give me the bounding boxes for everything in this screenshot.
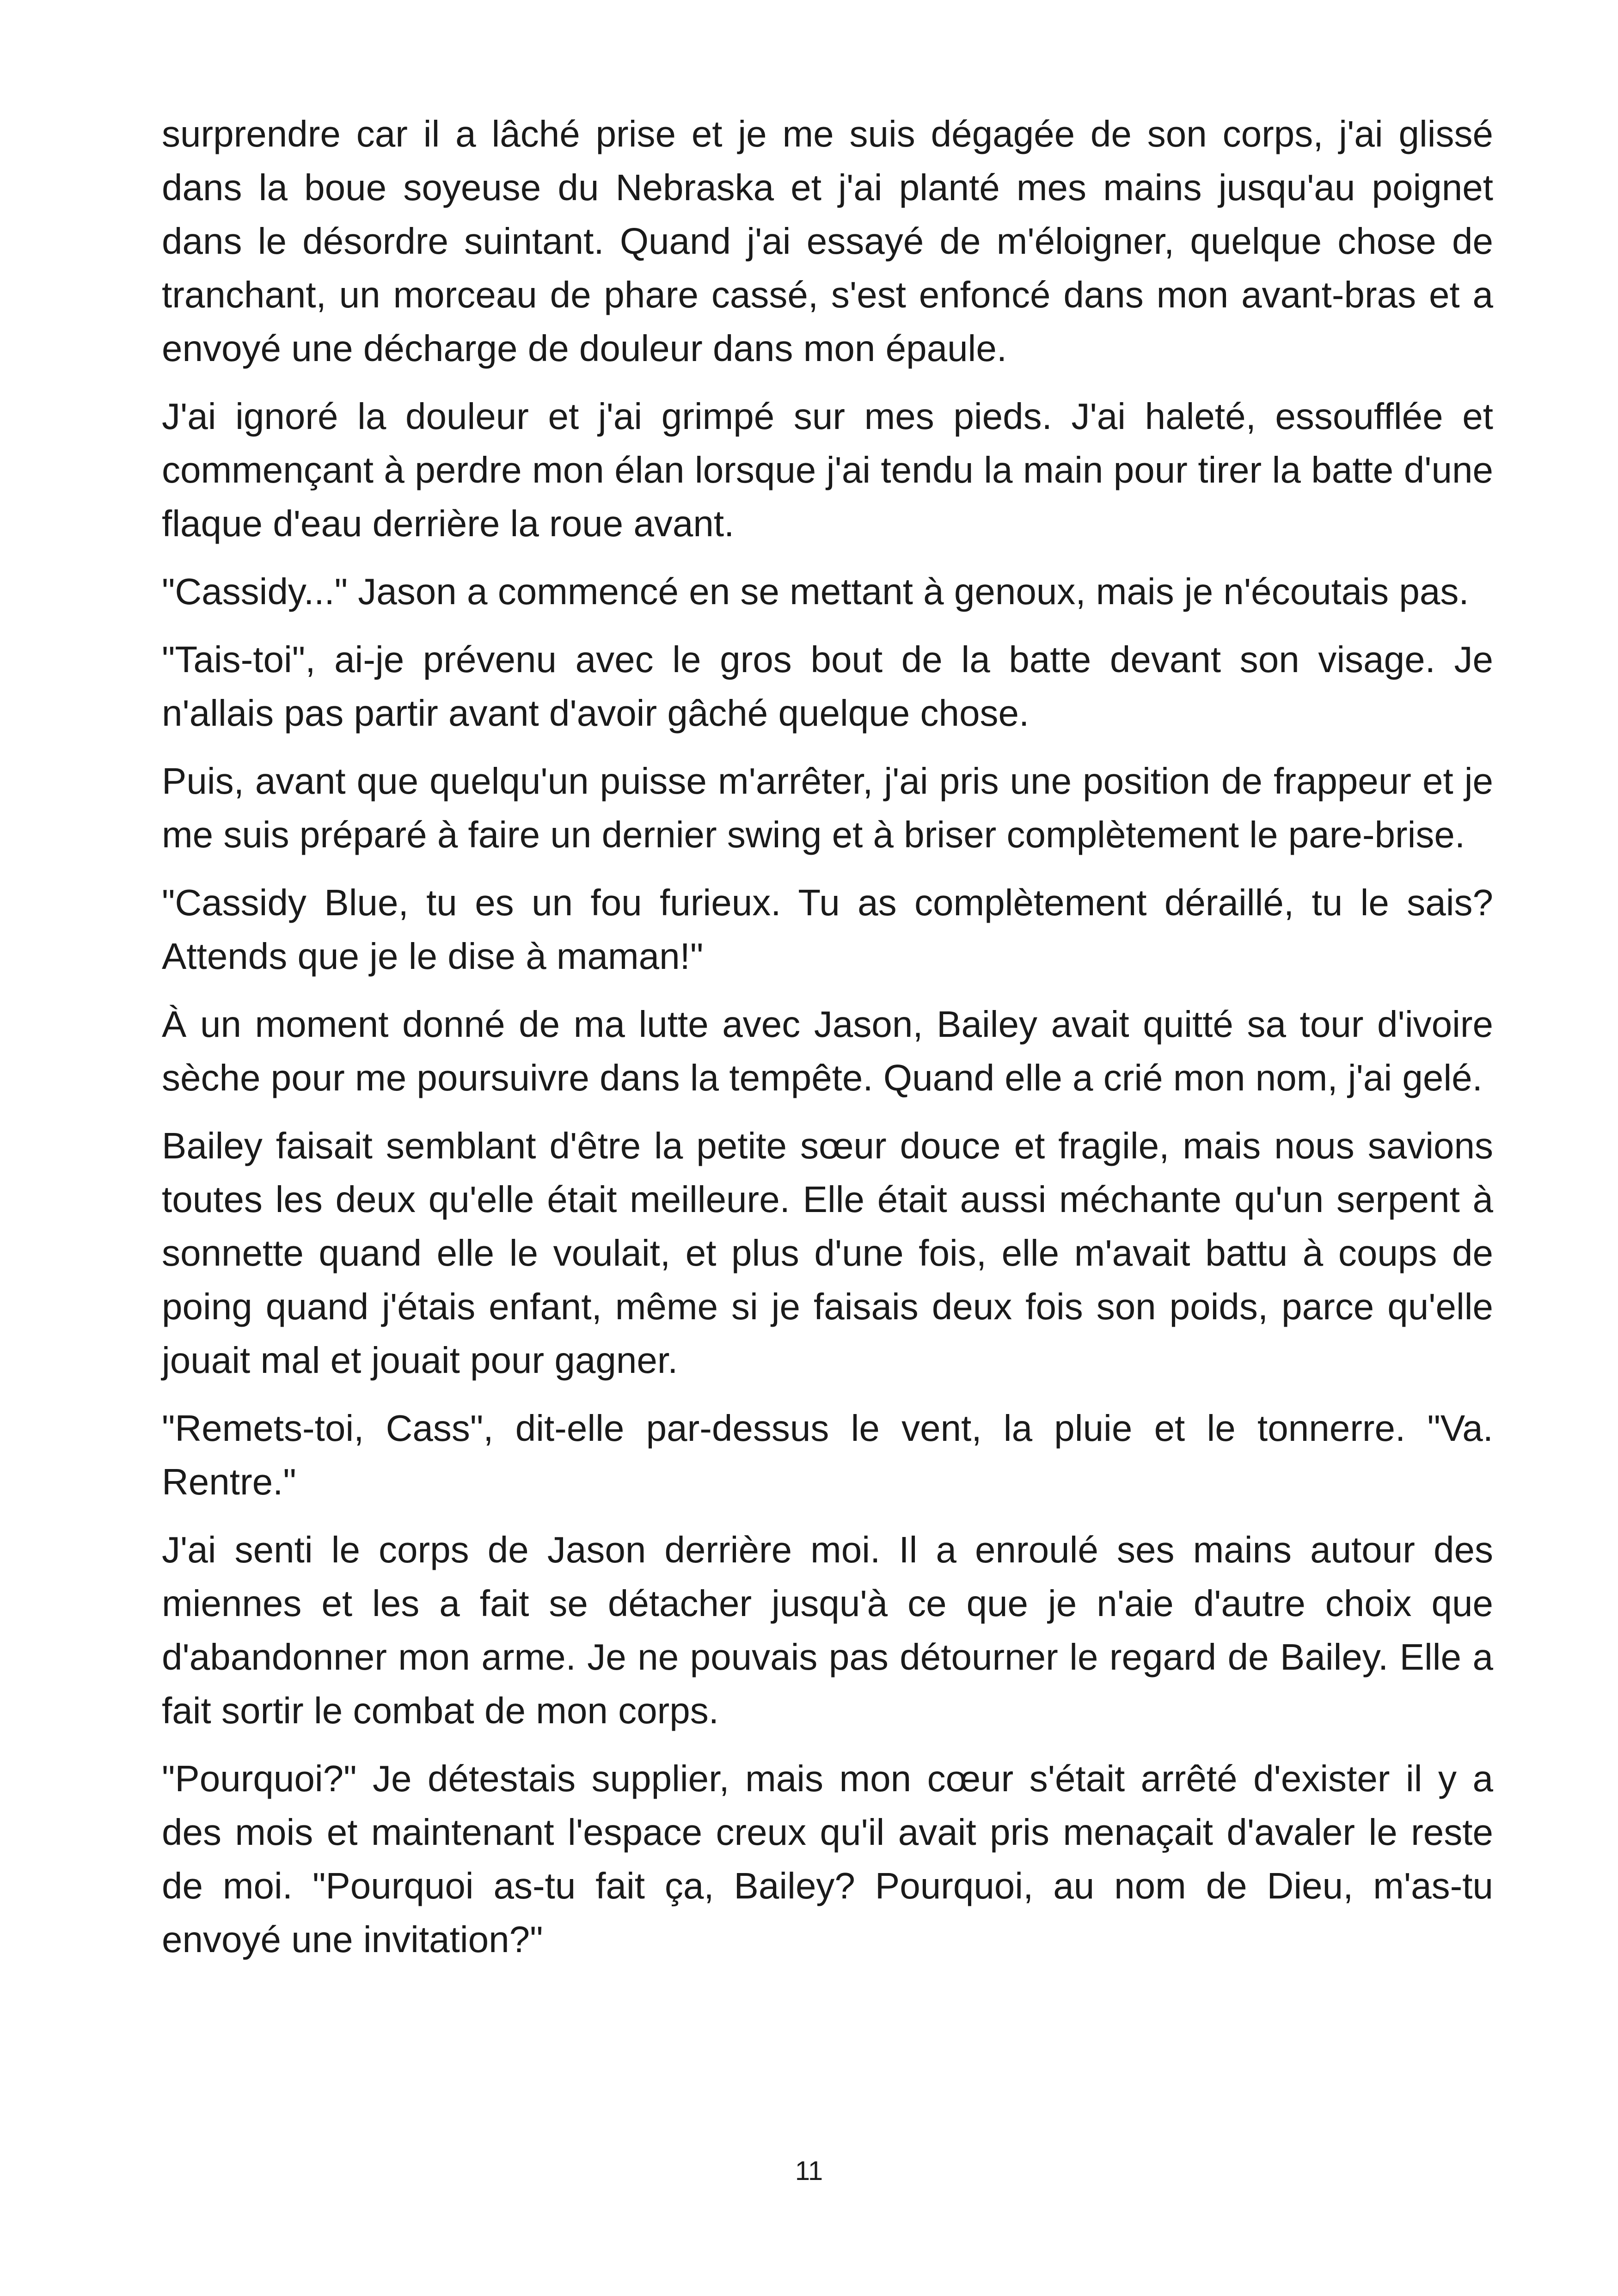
paragraph-6: "Cassidy Blue, tu es un fou furieux. Tu as complètement déraillé, tu le sais? Attends que je le dise à maman!"	[162, 882, 1493, 977]
paragraph-2: J'ai ignoré la douleur et j'ai grimpé sur mes pieds. J'ai haleté, essoufflée et commençant à perdre mon élan lorsque j'ai tendu la main pour tirer la batte d'une flaque d'eau derrière la roue avant.	[162, 396, 1493, 544]
paragraph-5: Puis, avant que quelqu'un puisse m'arrêter, j'ai pris une position de frappeur et je me suis préparé à faire un dernier swing et à briser complètement le pare-brise.	[162, 760, 1493, 855]
page-number: 11	[795, 2156, 823, 2186]
paragraph-8: Bailey faisait semblant d'être la petite sœur douce et fragile, mais nous savions toutes les deux qu'elle était meilleure. Elle était aussi méchante qu'un serpent à sonnette quand elle le voulait, et plus d'une fois, elle m'avait battu à coups de poing quand j'étais enfant, même si je faisais deux fois son poids, parce qu'elle jouait mal et jouait pour gagner.	[162, 1125, 1493, 1381]
paragraph-4: "Tais-toi", ai-je prévenu avec le gros bout de la batte devant son visage. Je n'allais pas partir avant d'avoir gâché quelque chose.	[162, 639, 1493, 734]
body-text	[162, 107, 1493, 1981]
paragraph-1: surprendre car il a lâché prise et je me suis dégagée de son corps, j'ai glissé dans la boue soyeuse du Nebraska et j'ai planté mes mains jusqu'au poignet dans le désordre suintant. Quand j'ai essayé de m'éloigner, quelque chose de tranchant, un morceau de phare cassé, s'est enfoncé dans mon avant-bras et a envoyé une décharge de douleur dans mon épaule.	[162, 113, 1493, 369]
paragraph-3: "Cassidy..." Jason a commencé en se mettant à genoux, mais je n'écoutais pas.	[162, 571, 1469, 612]
paragraph-9: "Remets-toi, Cass", dit-elle par-dessus le vent, la pluie et le tonnerre. "Va. Rentre."	[162, 1408, 1493, 1502]
paragraph-10: J'ai senti le corps de Jason derrière moi. Il a enroulé ses mains autour des miennes et les a fait se détacher jusqu'à ce que je n'aie d'autre choix que d'abandonner mon arme. Je ne pouvais pas détourner le regard de Bailey. Elle a fait sortir le combat de mon corps.	[162, 1529, 1493, 1731]
paragraph-11: "Pourquoi?" Je détestais supplier, mais mon cœur s'était arrêté d'exister il y a des mois et maintenant l'espace creux qu'il avait pris menaçait d'avaler le reste de moi. "Pourquoi as-tu fait ça, Bailey? Pourquoi, au nom de Dieu, m'as-tu envoyé une invitation?"	[162, 1758, 1493, 1960]
paragraph-7: À un moment donné de ma lutte avec Jason, Bailey avait quitté sa tour d'ivoire sèche pour me poursuivre dans la tempête. Quand elle a crié mon nom, j'ai gelé.	[162, 1004, 1493, 1098]
